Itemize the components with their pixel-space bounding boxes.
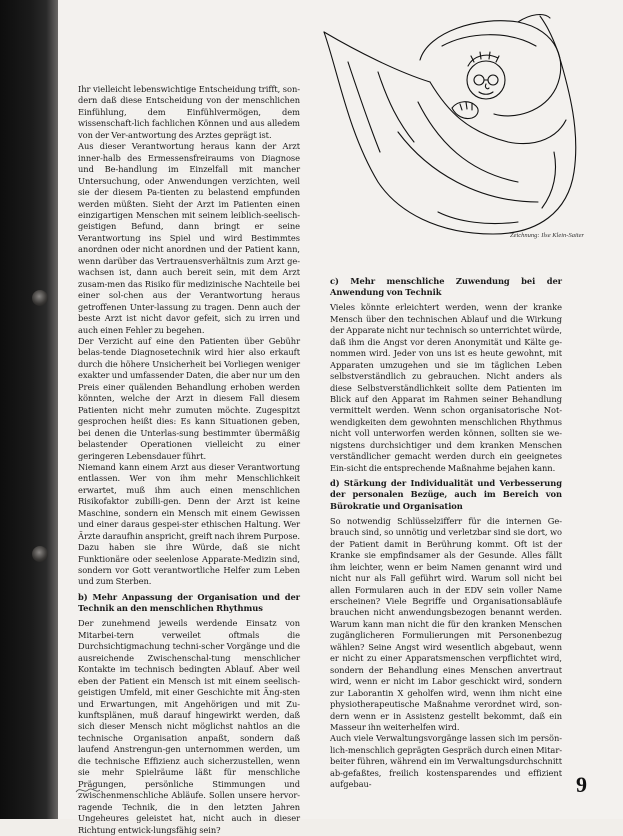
punch-hole [32, 290, 48, 306]
ink-mark [74, 778, 104, 800]
illustration-credit: Zeichnung: Ilse Klein-Saiter [509, 232, 584, 239]
left-text-column [78, 84, 300, 836]
right-text-column [330, 272, 562, 791]
binder-edge [0, 0, 58, 819]
section-heading-d: d) Stärkung der Individualität und Verbesserung der personalen Bezüge, auch im Bereich von Bürokratie und Organisation [330, 478, 562, 511]
body-paragraph: Ihr vielleicht lebenswichtige Entscheidung trifft, son-dern daß diese Entscheidung von der menschlichen Einfühlung, dem Einfühlvermögen, dem wissenschaft-lich fachlichen Können und aus alledem von der Ver-antwortung des Arztes geprägt ist. [78, 84, 300, 140]
punch-hole [32, 546, 48, 562]
body-paragraph: Der Verzicht auf eine den Patienten über Gebühr belas-tende Diagnosetechnik wird hier also erkauft durch die höhere Unsicherheit bei Vorliegen weniger exakter und umfassender Daten, die aber nur um den Preis einer quälenden Behandlung erhoben werden könnten, welche der Arzt in diesem Fall diesem Patienten nicht mehr zumuten möchte. Zugespitzt gesprochen heißt dies: Es kann Situationen geben, bei denen die Unterlas-sung bestimmter übermäßig belastender Operationen vielleicht zu einer geringeren Lebensdauer führt. [78, 335, 300, 461]
body-paragraph: Niemand kann einem Arzt aus dieser Verantwortung entlassen. Wer von ihm mehr Menschlichkeit erwartet, muß ihm auch einen menschlichen Risikofaktor zubilli-gen. Denn der Arzt ist keine Maschine, sondern ein Mensch mit einem Gewissen und einer daraus gespei-ster ethischen Haltung. Wer Ärzte daraufhin anspricht, greift nach ihrem Purpose. Dazu haben sie ihre Würde, daß sie nicht Funktionäre oder seelenlose Apparate-Medizin sind, sondern vor Gott verantwortliche Helfer zum Leben und zum Sterben. [78, 461, 300, 587]
sick-person-in-bed-illustration [318, 12, 580, 244]
page-number: 9 [576, 772, 587, 797]
body-paragraph: Vieles könnte erleichtert werden, wenn der kranke Mensch über den technischen Ablauf und die Wirkung der Apparate nicht nur technisch so unterrichtet würde, daß ihm die Angst vor deren Anonymität und Kälte ge-nommen wird. Jeder von uns ist es heute gewohnt, mit Apparaten umzugehen und sie im täglichen Leben selbstverständlich zu gebrauchen. Nicht anders als diese Selbstverständlichkeit sollte dem Patienten im Blick auf den Apparat im Rahmen seiner Behandlung vermittelt werden. Wenn schon organisatorische Not-wendigkeiten dem gewohnten menschlichen Rhythmus nicht voll unterworfen werden können, sollten sie we-nigstens durchsichtiger und dem kranken Menschen verständlicher gemacht werden durch ein geeignetes Ein-sicht die entsprechende Maßnahme bejahen kann. [330, 302, 562, 473]
body-paragraph: Der zunehmend jeweils werdende Einsatz von Mitarbei-tern verweilet oftmals die Durchsichtigmachung techni-scher Vorgänge und die ausreichende Zwischenschal-tung menschlicher Kontakte im technisch bedingten Ablauf. Aber weil eben der Patient ein Mensch ist mit einem seelisch-geistigen Umfeld, mit einer Geschichte mit Äng-sten und Erwartungen, mit Angehörigen und mit Zu-kunftsplänen, muß darauf hingewirkt werden, daß sich dieser Mensch nicht möglichst nahtlos an die technische Organisation anpaßt, sondern daß laufend Anstrengun-gen unternommen werden, um die technische Effizienz auch sicherzustellen, wenn sie mehr Spielräume läßt für menschliche Prägungen, persönliche Stimmungen und zwischenmenschliche Abläufe. Sollen unsere hervor-ragende Technik, die in den letzten Jahren Ungeheures geleistet hat, nicht auch in dieser Richtung entwick-lungsfähig sein? [78, 618, 300, 835]
section-heading-c: c) Mehr menschliche Zuwendung bei der Anwendung von Technik [330, 276, 562, 298]
body-paragraph: Aus dieser Verantwortung heraus kann der Arzt inner-halb des Ermessensfreiraums von Diagnose und Be-handlung im Einzelfall mit mancher Untersuchung, oder Anwendungen verzichten, weil sie der diesem Pa-tienten zu belastend empfunden werden müßten. Sieht der Arzt im Patienten einen einzigartigen Menschen mit seinem leiblich-seelisch-geistigen Befund, dann bringt er seine Verantwortung ins Spiel und wird Bestimmtes anordnen oder nicht anordnen und der Patient kann, wenn darüber das Vertrauensverhältnis zum Arzt ge-wachsen ist, dann auch bereit sein, mit dem Arzt zusam-men das Risiko für medizinische Nachteile bei einer sol-chen aus der Verantwortung heraus getroffenen Unter-lassung zu tragen. Denn auch der beste Arzt ist nicht davor gefeit, sich zu irren und auch einen Fehler zu begehen. [78, 141, 300, 335]
section-heading-b: b) Mehr Anpassung der Organisation und der Technik an den menschlichen Rhythmus [78, 591, 300, 614]
body-paragraph: So notwendig Schlüsselzifferr für die internen Ge-brauch sind, so unnötig und verletzbar sind sie dort, wo der Patient damit in Berührung kommt. Oft ist der Kranke sie empfindsamer als der Gesunde. Alles fällt ihm leichter, wenn er beim Namen genannt wird und nicht nur als Fall geführt wird. Warum soll nicht bei allen Formularen auch in der EDV sein voller Name erscheinen? Viele Begriffe und Organisationsabläufe brauchen nicht anwendungsbezogen benannt werden. Warum kann man nicht die für den kranken Menschen zugänglicheren Formulierungen mit Personenbezug wählen? Seine Angst wird wesentlich abgebaut, wenn er nicht zu einer Apparatsmenschen verpflichtet wird, sondern der Behandlung eines Menschen anvertraut wird, wenn er nicht im Labor geschickt wird, sondern zur Laborantin X geholfen wird, wenn ihm nicht eine physiotherapeutische Maßnahme verordnet wird, son-dern wenn er in Assistenz gestellt bekommt, daß ein Masseur ihn weiterhelfen wird. [330, 515, 562, 732]
body-paragraph: Auch viele Verwaltungsvorgänge lassen sich im persön-lich-menschlich geprägten Gespräch durch einen Mitar-beiter führen, während ein im Verwaltungsdurchschnitt ab-gefaßtes, freilich kostensparendes und effizient aufgebau- [330, 733, 562, 790]
